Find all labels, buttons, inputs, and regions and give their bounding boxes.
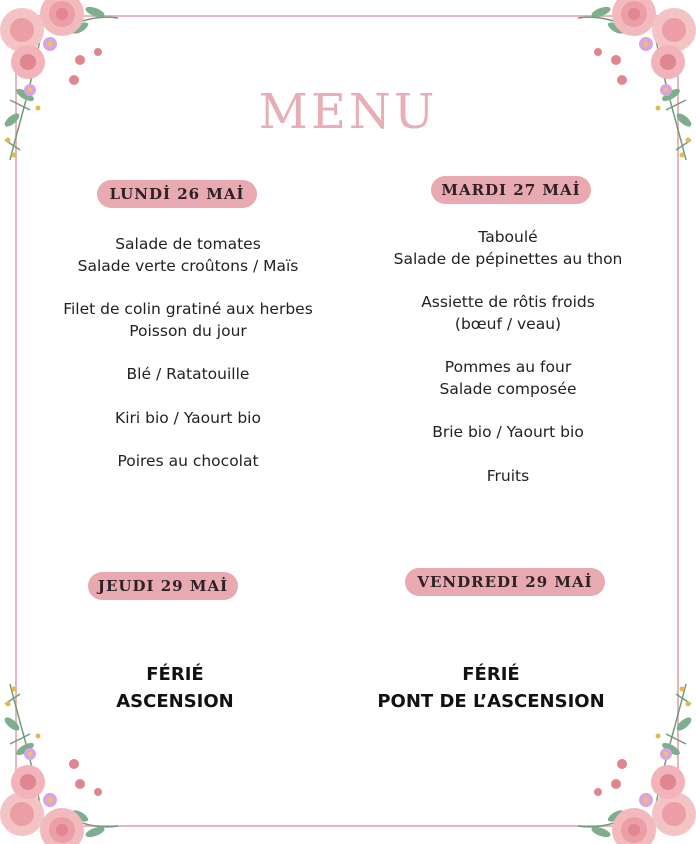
ferie-jeudi [55,661,295,715]
dish: Poires au chocolat [117,452,259,470]
ferie-line: PONT DE L’ASCENSION [377,691,605,712]
dish: Salade composée [439,379,577,398]
dish: Salade de tomates [115,235,261,253]
dish: Kiri bio / Yaourt bio [115,408,261,427]
dish: Assiette de rôtis froids [421,293,595,311]
dish: Filet de colin gratiné aux herbes [63,300,313,318]
ferie-line: FÉRIÉ [462,664,520,685]
menu-mardi [358,227,658,487]
day-label-lundi: LUNDİ 26 MAİ [97,180,257,208]
dish: Taboulé [478,228,538,246]
dish: Brie bio / Yaourt bio [432,423,584,441]
dish: Salade de pépinettes au thon [393,249,623,268]
menu-title: MENU [258,84,438,140]
menu-lundi [38,234,338,473]
ferie-line: ASCENSION [116,691,234,712]
day-label-mardi: MARDI 27 MAİ [431,176,591,204]
ferie-vendredi [351,661,631,715]
day-label-vendredi: VENDREDI 29 MAİ [405,568,605,596]
dish: Blé / Ratatouille [126,365,250,383]
dish: Poisson du jour [129,321,247,340]
ferie-line: FÉRIÉ [146,664,204,685]
dish: Salade verte croûtons / Maïs [77,256,299,275]
day-label-jeudi: JEUDI 29 MAİ [88,572,238,600]
dish: Fruits [486,466,530,485]
dish: Pommes au four [444,358,572,376]
dish: (bœuf / veau) [454,314,562,333]
